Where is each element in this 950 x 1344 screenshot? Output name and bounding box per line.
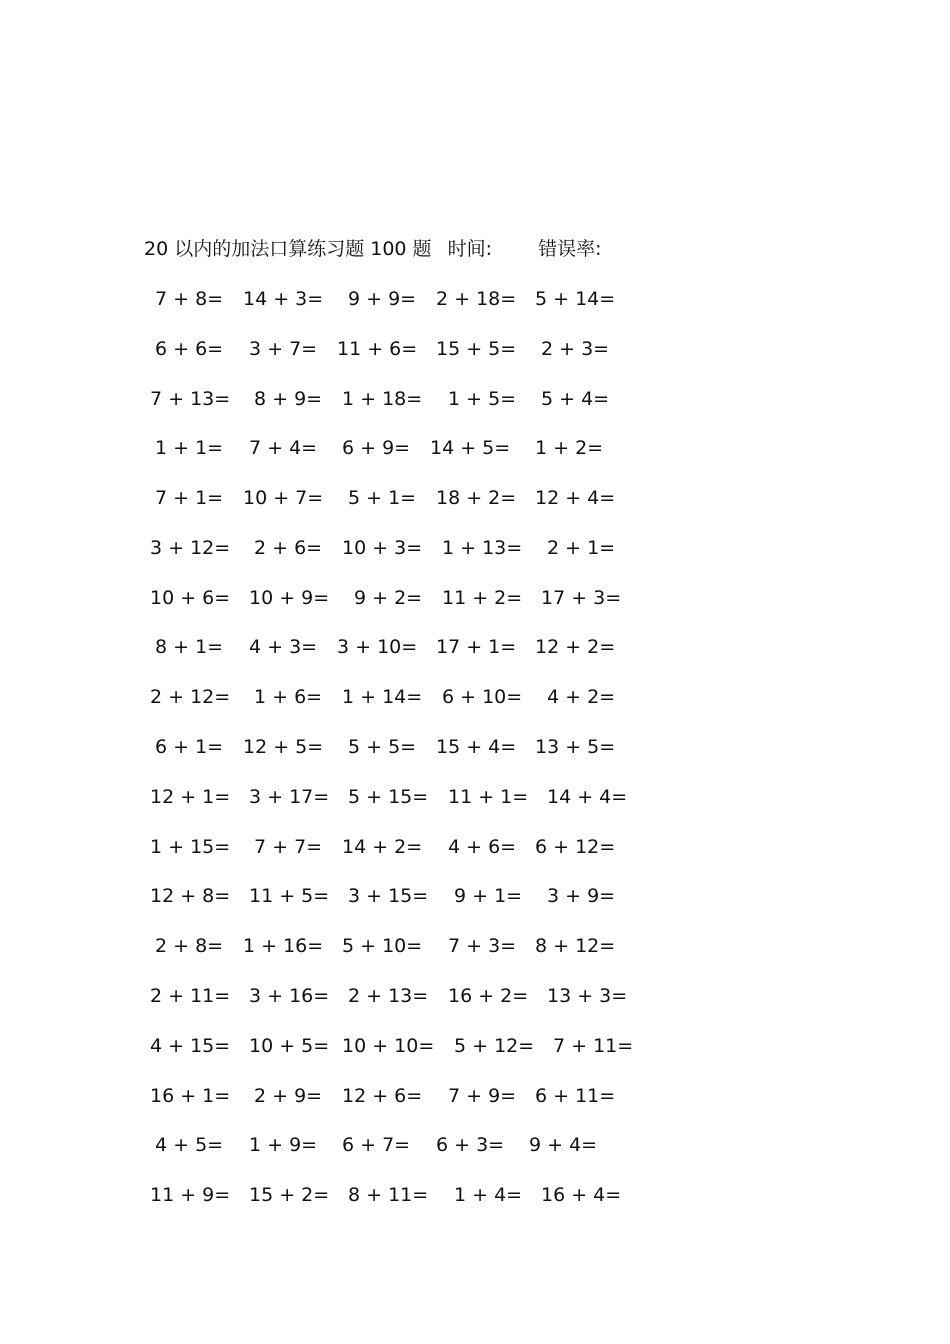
- addition-problem: 3 + 12=: [150, 537, 231, 559]
- addition-problem: 7 + 7=: [254, 836, 323, 858]
- addition-problem: 2 + 13=: [348, 985, 429, 1007]
- addition-problem: 15 + 4=: [436, 736, 517, 758]
- addition-problem: 5 + 15=: [348, 786, 429, 808]
- addition-problem: 11 + 2=: [442, 587, 523, 609]
- addition-problem: 12 + 6=: [342, 1085, 423, 1107]
- problem-row: [0, 1031, 950, 1061]
- addition-problem: 11 + 1=: [448, 786, 529, 808]
- problem-row: [0, 533, 950, 563]
- addition-problem: 13 + 5=: [535, 736, 616, 758]
- addition-problem: 10 + 10=: [342, 1035, 435, 1057]
- problem-row: [0, 433, 950, 463]
- problem-row: [0, 1081, 950, 1111]
- addition-problem: 15 + 5=: [436, 338, 517, 360]
- addition-problem: 1 + 4=: [454, 1184, 523, 1206]
- addition-problem: 10 + 7=: [243, 487, 324, 509]
- addition-problem: 10 + 3=: [342, 537, 423, 559]
- addition-problem: 4 + 15=: [150, 1035, 231, 1057]
- problem-row: [0, 334, 950, 364]
- addition-problem: 6 + 7=: [342, 1134, 411, 1156]
- addition-problem: 9 + 4=: [529, 1134, 598, 1156]
- addition-problem: 2 + 18=: [436, 288, 517, 310]
- addition-problem: 7 + 1=: [155, 487, 224, 509]
- addition-problem: 7 + 3=: [448, 935, 517, 957]
- problem-row: [0, 931, 950, 961]
- addition-problem: 2 + 12=: [150, 686, 231, 708]
- addition-problem: 12 + 2=: [535, 636, 616, 658]
- addition-problem: 1 + 6=: [254, 686, 323, 708]
- addition-problem: 16 + 2=: [448, 985, 529, 1007]
- problem-row: [0, 981, 950, 1011]
- worksheet-title: 20 以内的加法口算练习题 100 题: [144, 238, 432, 260]
- addition-problem: 1 + 18=: [342, 388, 423, 410]
- addition-problem: 7 + 9=: [448, 1085, 517, 1107]
- addition-problem: 14 + 3=: [243, 288, 324, 310]
- addition-problem: 1 + 13=: [442, 537, 523, 559]
- addition-problem: 2 + 8=: [155, 935, 224, 957]
- addition-problem: 5 + 10=: [342, 935, 423, 957]
- problem-row: [0, 384, 950, 414]
- addition-problem: 8 + 1=: [155, 636, 224, 658]
- addition-problem: 1 + 5=: [448, 388, 517, 410]
- addition-problem: 9 + 2=: [354, 587, 423, 609]
- addition-problem: 8 + 12=: [535, 935, 616, 957]
- addition-problem: 9 + 9=: [348, 288, 417, 310]
- problem-row: [0, 284, 950, 314]
- addition-problem: 10 + 5=: [249, 1035, 330, 1057]
- addition-problem: 1 + 14=: [342, 686, 423, 708]
- addition-problem: 14 + 2=: [342, 836, 423, 858]
- addition-problem: 3 + 10=: [337, 636, 418, 658]
- addition-problem: 11 + 5=: [249, 885, 330, 907]
- addition-problem: 3 + 15=: [348, 885, 429, 907]
- addition-problem: 12 + 8=: [150, 885, 231, 907]
- addition-problem: 6 + 12=: [535, 836, 616, 858]
- addition-problem: 17 + 3=: [541, 587, 622, 609]
- problem-row: [0, 881, 950, 911]
- addition-problem: 6 + 1=: [155, 736, 224, 758]
- addition-problem: 15 + 2=: [249, 1184, 330, 1206]
- addition-problem: 6 + 10=: [442, 686, 523, 708]
- addition-problem: 1 + 1=: [155, 437, 224, 459]
- addition-problem: 8 + 9=: [254, 388, 323, 410]
- addition-problem: 5 + 12=: [454, 1035, 535, 1057]
- problem-row: [0, 483, 950, 513]
- addition-problem: 7 + 8=: [155, 288, 224, 310]
- addition-problem: 16 + 4=: [541, 1184, 622, 1206]
- addition-problem: 1 + 15=: [150, 836, 231, 858]
- addition-problem: 11 + 9=: [150, 1184, 231, 1206]
- problem-row: [0, 1130, 950, 1160]
- time-label: 时间:: [447, 238, 493, 260]
- problem-row: [0, 732, 950, 762]
- addition-problem: 11 + 6=: [337, 338, 418, 360]
- addition-problem: 7 + 13=: [150, 388, 231, 410]
- problem-row: [0, 682, 950, 712]
- addition-problem: 5 + 5=: [348, 736, 417, 758]
- error-rate-label: 错误率:: [538, 238, 602, 260]
- addition-problem: 5 + 1=: [348, 487, 417, 509]
- addition-problem: 3 + 17=: [249, 786, 330, 808]
- addition-problem: 16 + 1=: [150, 1085, 231, 1107]
- problem-row: [0, 782, 950, 812]
- problem-row: [0, 583, 950, 613]
- addition-problem: 10 + 6=: [150, 587, 231, 609]
- addition-problem: 6 + 3=: [436, 1134, 505, 1156]
- addition-problem: 3 + 7=: [249, 338, 318, 360]
- addition-problem: 12 + 4=: [535, 487, 616, 509]
- addition-problem: 2 + 6=: [254, 537, 323, 559]
- problem-row: [0, 632, 950, 662]
- addition-problem: 2 + 9=: [254, 1085, 323, 1107]
- addition-problem: 2 + 11=: [150, 985, 231, 1007]
- addition-problem: 4 + 6=: [448, 836, 517, 858]
- addition-problem: 3 + 9=: [547, 885, 616, 907]
- worksheet-header: [144, 236, 601, 262]
- addition-problem: 6 + 9=: [342, 437, 411, 459]
- problem-row: [0, 832, 950, 862]
- addition-problem: 7 + 4=: [249, 437, 318, 459]
- addition-problem: 9 + 1=: [454, 885, 523, 907]
- addition-problem: 10 + 9=: [249, 587, 330, 609]
- addition-problem: 7 + 11=: [553, 1035, 634, 1057]
- addition-problem: 14 + 5=: [430, 437, 511, 459]
- addition-problem: 13 + 3=: [547, 985, 628, 1007]
- addition-problem: 5 + 14=: [535, 288, 616, 310]
- addition-problem: 2 + 3=: [541, 338, 610, 360]
- problem-row: [0, 1180, 950, 1210]
- addition-problem: 3 + 16=: [249, 985, 330, 1007]
- addition-problem: 5 + 4=: [541, 388, 610, 410]
- addition-problem: 12 + 1=: [150, 786, 231, 808]
- addition-problem: 1 + 2=: [535, 437, 604, 459]
- addition-problem: 1 + 9=: [249, 1134, 318, 1156]
- addition-problem: 4 + 3=: [249, 636, 318, 658]
- addition-problem: 6 + 6=: [155, 338, 224, 360]
- addition-problem: 12 + 5=: [243, 736, 324, 758]
- addition-problem: 1 + 16=: [243, 935, 324, 957]
- addition-problem: 17 + 1=: [436, 636, 517, 658]
- addition-problem: 4 + 5=: [155, 1134, 224, 1156]
- addition-problem: 18 + 2=: [436, 487, 517, 509]
- addition-problem: 6 + 11=: [535, 1085, 616, 1107]
- addition-problem: 8 + 11=: [348, 1184, 429, 1206]
- addition-problem: 14 + 4=: [547, 786, 628, 808]
- addition-problem: 2 + 1=: [547, 537, 616, 559]
- addition-problem: 4 + 2=: [547, 686, 616, 708]
